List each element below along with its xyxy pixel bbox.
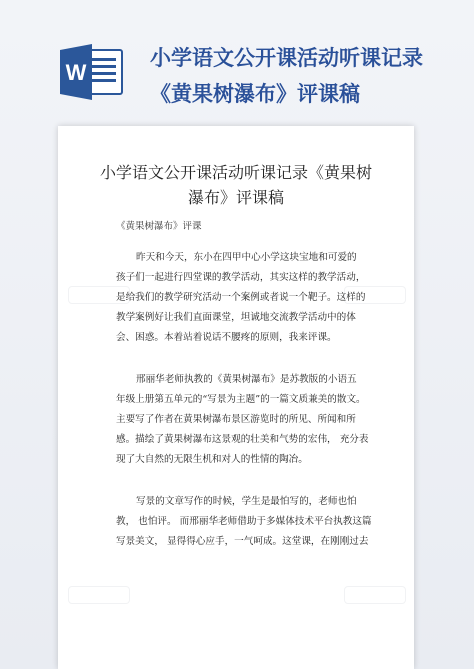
paragraph-line: 会、困惑。本着站着说话不腰疼的原则，我来评课。 — [116, 332, 337, 343]
watermark-shape — [344, 586, 406, 604]
header-title — [150, 40, 466, 112]
paragraph-line: 写景美文， 显得得心应手，一气呵成。这堂课，在刚刚过去 — [116, 536, 369, 547]
paragraph-line: 年级上册第五单元的“写景为主题”的一篇文质兼美的散文。 — [116, 394, 366, 405]
paragraph — [116, 370, 376, 470]
document-title — [88, 160, 384, 210]
paragraph — [116, 248, 376, 348]
paragraph-line: 现了大自然的无限生机和对人的性情的陶冶。 — [116, 454, 308, 465]
header-title-line2: 《黄果树瀑布》评课稿 — [150, 82, 360, 106]
word-logo-letter: W — [65, 60, 87, 85]
paragraph-line: 感。描绘了黄果树瀑布这景观的壮美和气势的宏伟， 充分表 — [116, 434, 369, 445]
document-title-line1: 小学语文公开课活动听课记录《黄果树 — [99, 163, 372, 182]
paragraph-line: 写景的文章写作的时候，学生是最怕写的，老师也怕 — [136, 496, 357, 507]
paragraph-line: 教学案例好让我们直面课堂，坦诚地交流教学活动中的体 — [116, 312, 356, 323]
paragraph-line: 孩子们一起进行四堂课的教学活动，其实这样的教学活动， — [116, 272, 366, 283]
document-title-line2: 瀑布》评课稿 — [187, 188, 284, 207]
watermark-shape — [68, 586, 130, 604]
paragraph-line: 是给我们的教学研究活动一个案例或者说一个靶子。这样的 — [116, 292, 366, 303]
paragraph — [116, 492, 376, 552]
document-subtitle: 《黄果树瀑布》评课 — [116, 221, 202, 232]
word-document-icon — [60, 44, 126, 100]
paragraph-line: 昨天和今天，东小在四甲中心小学这块宝地和可爱的 — [136, 252, 357, 263]
document-page — [58, 126, 414, 669]
paragraph-line: 主要写了作者在黄果树瀑布景区游览时的所见、所闻和所 — [116, 414, 356, 425]
paragraph-line: 教， 也怕评。 而邢丽华老师借助于多媒体技术平台执教这篇 — [116, 516, 372, 527]
paragraph-line: 邢丽华老师执教的《黄果树瀑布》是苏教版的小语五 — [136, 374, 357, 385]
header-title-line1: 小学语文公开课活动听课记录 — [150, 46, 423, 70]
